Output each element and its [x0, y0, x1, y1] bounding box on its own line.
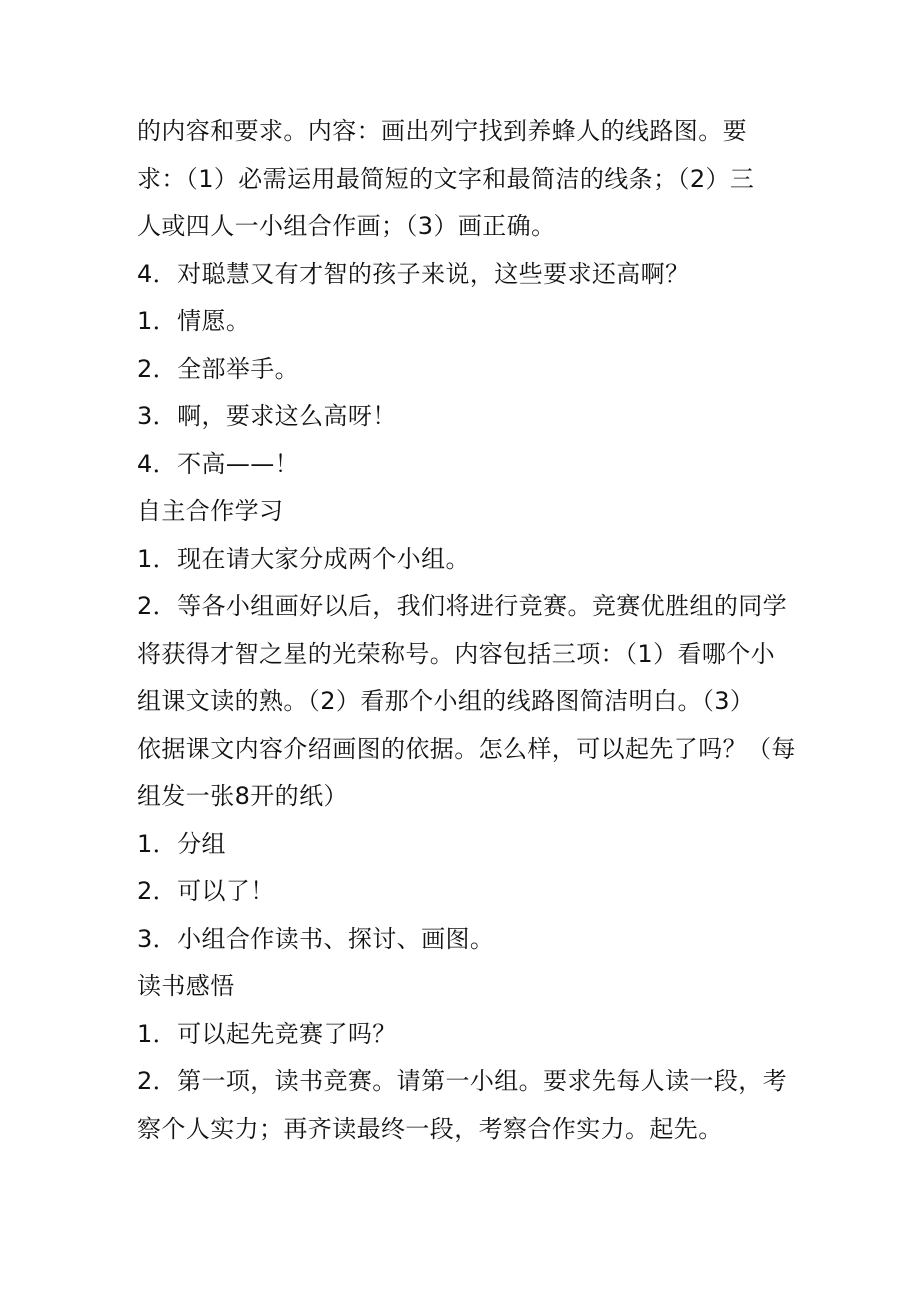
section-heading: 读书感悟 [137, 972, 235, 1000]
text-line: 察个人实力；再齐读最终一段，考察合作实力。起先。 [137, 1114, 723, 1143]
list-item: 3．啊，要求这么高呀！ [137, 402, 397, 430]
document-body [137, 108, 797, 1153]
list-item: 2．等各小组画好以后，我们将进行竞赛。竞赛优胜组的同学 [137, 592, 788, 620]
text-line: 将获得才智之星的光荣称号。内容包括三项：（1）看哪个小 [137, 639, 776, 668]
list-item: 1．情愿。 [137, 307, 251, 335]
text-line: 的内容和要求。内容：画出列宁找到养蜂人的线路图。要 [137, 117, 747, 145]
text-line: 依据课文内容介绍画图的依据。怎么样，可以起先了吗？（每 [137, 734, 796, 763]
list-item: 4．对聪慧又有才智的孩子来说，这些要求还高啊？ [137, 259, 690, 288]
list-item: 3．小组合作读书、探讨、画图。 [137, 924, 495, 953]
text-line: 组课文读的熟。（2）看那个小组的线路图简洁明白。（3） [137, 687, 755, 715]
section-heading: 自主合作学习 [137, 497, 284, 525]
list-item: 1．现在请大家分成两个小组。 [137, 544, 470, 573]
text-line: 人或四人一小组合作画；（3）画正确。 [137, 212, 556, 240]
text-line: 求：（1）必需运用最简短的文字和最简洁的线条；（2）三 [137, 164, 755, 193]
list-item: 1．分组 [137, 829, 226, 858]
list-item: 2．第一项，读书竞赛。请第一小组。要求先每人读一段，考 [137, 1067, 788, 1095]
text-line: 组发一张8开的纸） [137, 782, 348, 810]
list-item: 2．全部举手。 [137, 354, 300, 383]
list-item: 1．可以起先竞赛了吗？ [137, 1019, 397, 1048]
list-item: 2．可以了！ [137, 877, 275, 905]
list-item: 4．不高——！ [137, 449, 300, 478]
